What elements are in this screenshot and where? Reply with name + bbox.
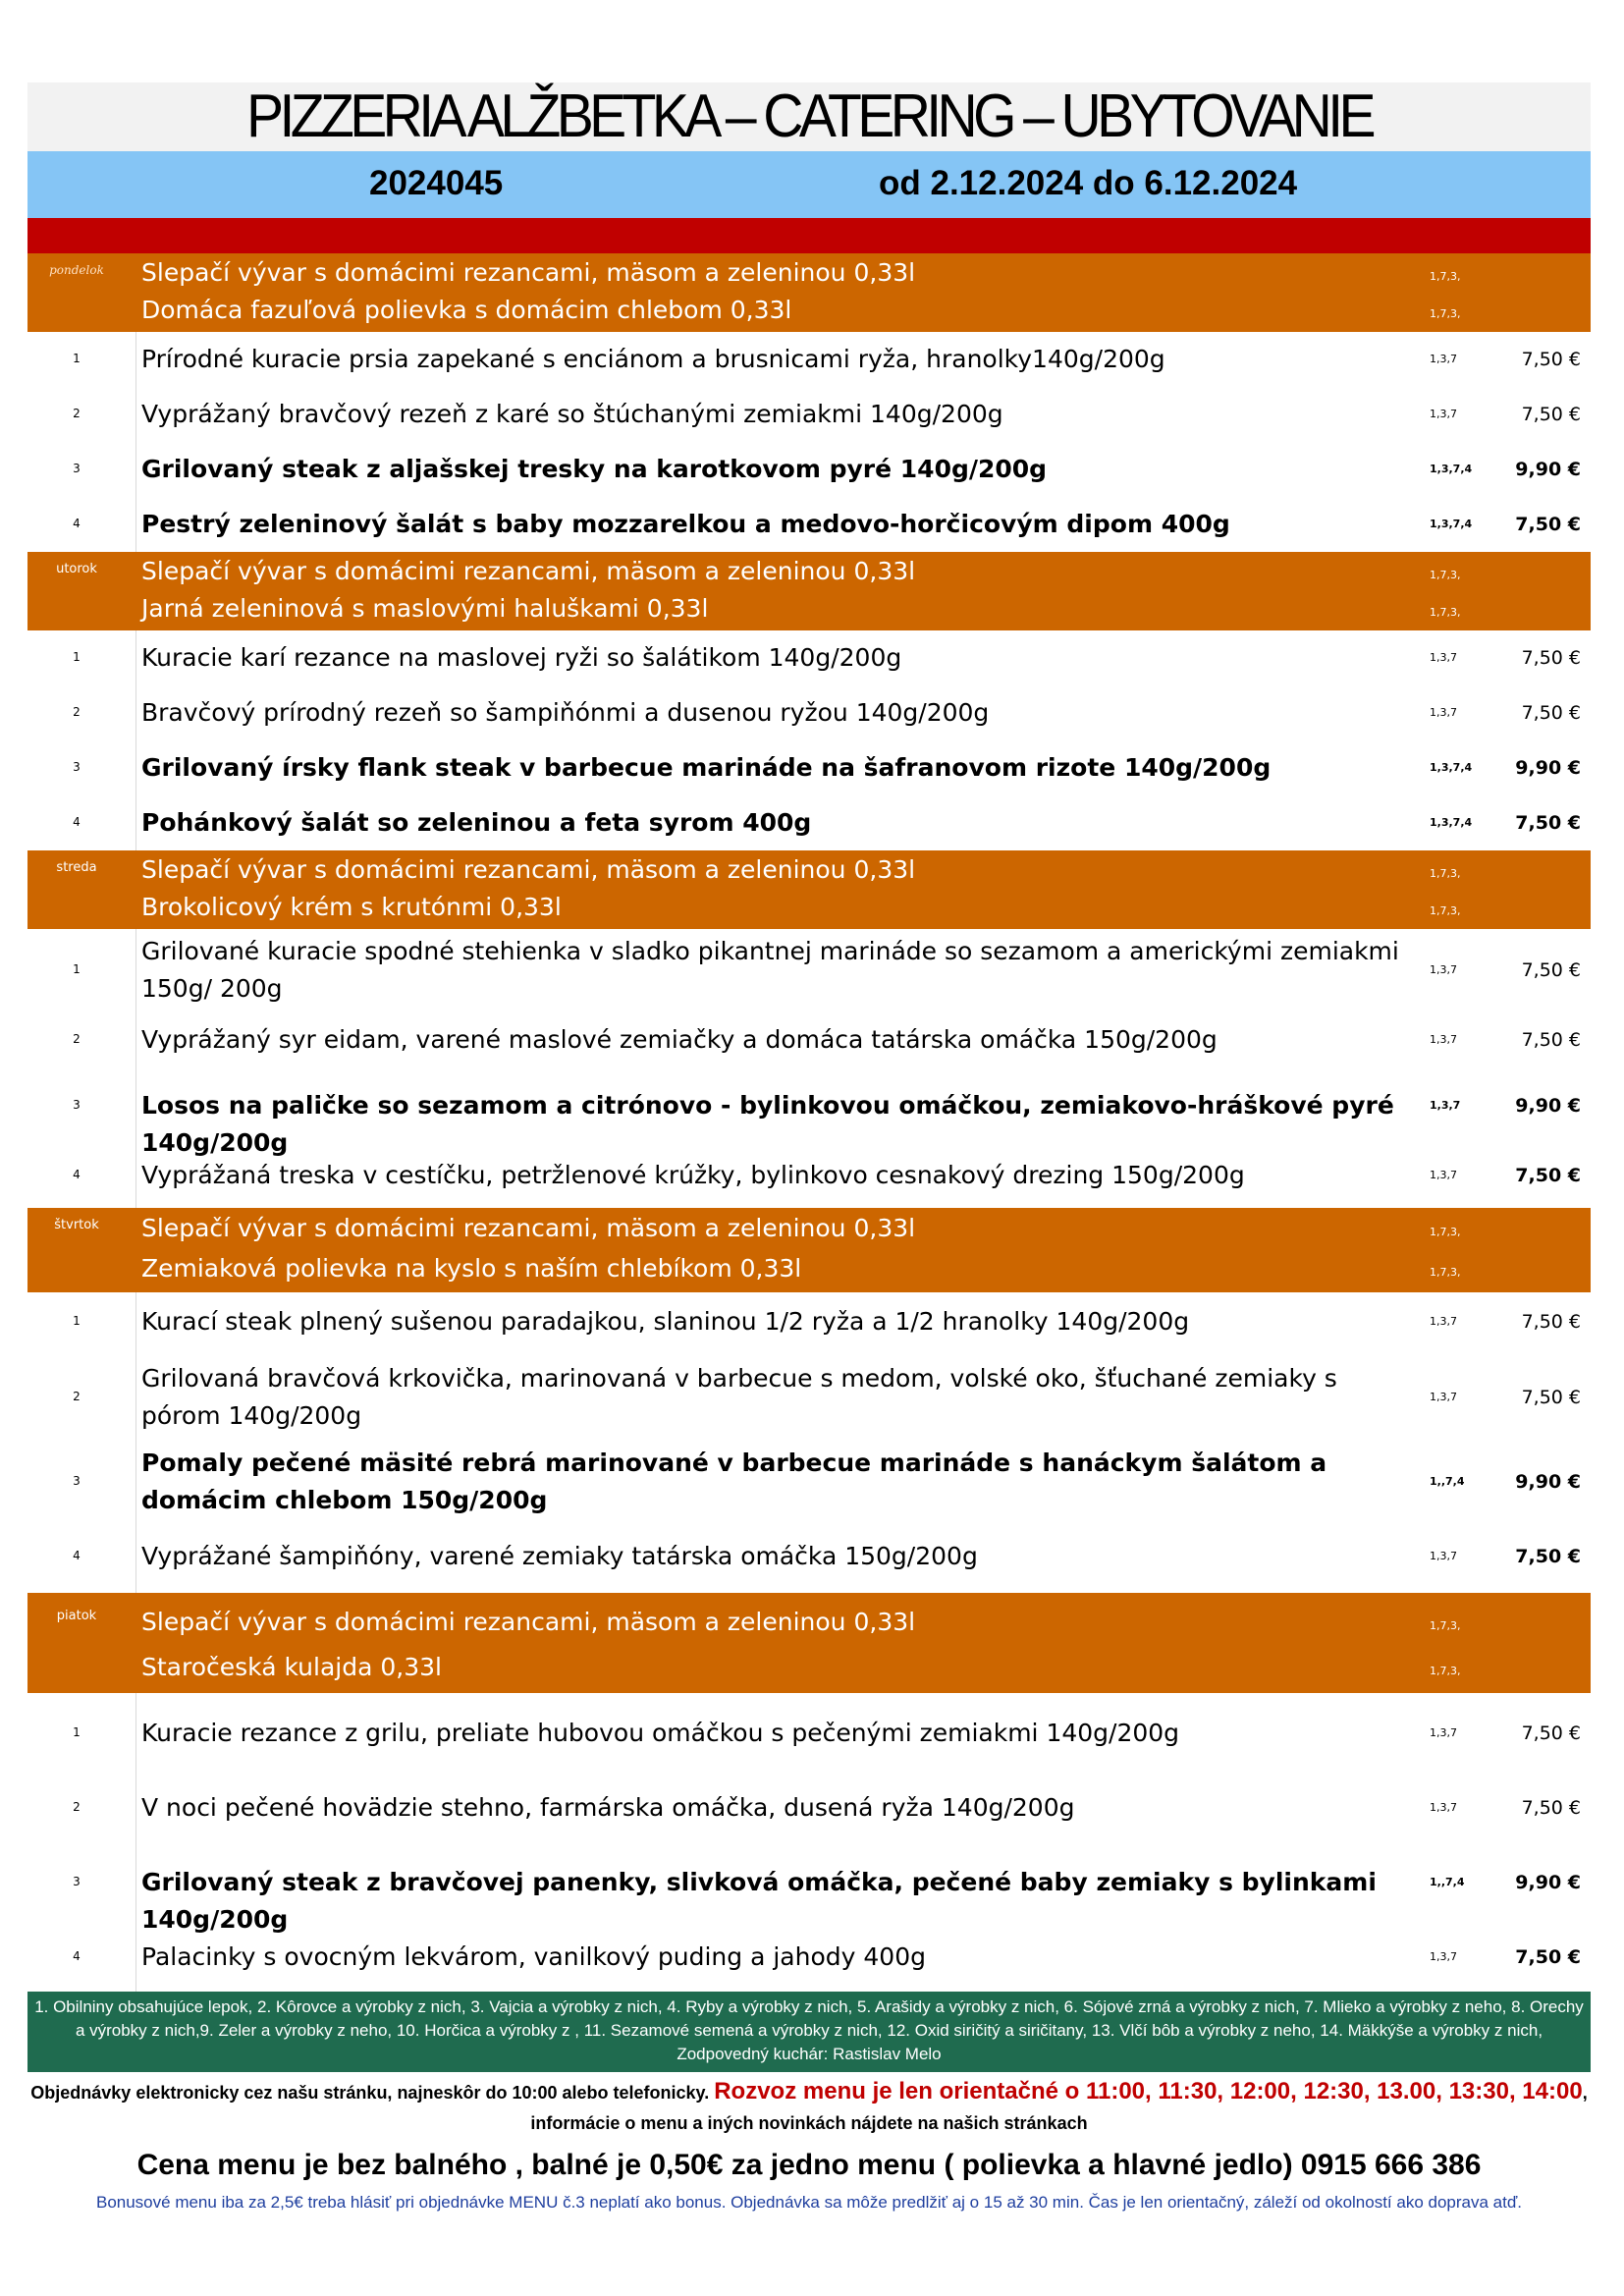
meal-number: 1 [73,962,81,976]
allergen-legend: 1. Obilniny obsahujúce lepok, 2. Kôrovce a výrobky z nich, 3. Vajcia a výrobky z nich, 4. Ryby a výrobky z nich, 5. Arašidy a výrobky z nich, 6. Sójové zrná a výrobky z nich, 7. Mlieko a výrobky z neho, 8. Orechy a výrobky z nich,9. Zeler a výrobky z neho, 10. Horčica a výrobky z , 11. Sezamové semená a výrobky z nich, 12. Oxid siričitý a siričitany, 13. Vlčí bôb a výrobky z neho, 14. Mäkkýše a výrobky z nich, Zodpovedný kuchár: Rastislav Melo [27,1992,1591,2072]
meal-price: 9,90 € [1515,757,1581,779]
meal-allergens: 1,3,7 [1430,651,1457,664]
meal-price: 7,50 € [1515,1546,1581,1567]
soup-block [27,1593,1591,1693]
soup-block [27,1208,1591,1292]
meal-price: 9,90 € [1515,1095,1581,1117]
meal-number: 3 [73,1875,81,1888]
day-label: pondelok [49,263,104,277]
soup-item [27,890,1591,927]
date-range: od 2.12.2024 do 6.12.2024 [879,164,1298,202]
meal-price: 7,50 € [1521,1311,1581,1333]
meal-number: 1 [73,352,81,365]
meal-name: V noci pečené hovädzie stehno, farmárska omáčka, dusená ryža 140g/200g [141,1793,1075,1822]
meal-name: Kuracie rezance z grilu, preliate hubovou omáčkou s pečenými zemiakmi 140g/200g [141,1719,1180,1747]
meal-price: 7,50 € [1521,349,1581,370]
meal-price: 7,50 € [1521,1797,1581,1819]
meal-item [27,442,1591,497]
soup-item [27,1210,1591,1249]
meal-name: Palacinky s ovocným lekvárom, vanilkový puding a jahody 400g [141,1942,926,1971]
meal-allergens: 1,3,7 [1430,1315,1457,1328]
bonus-note: Bonusové menu iba za 2,5€ treba hlásiť pri objednávke MENU č.3 neplatí ako bonus. Objednávka sa môže predlžiť aj o 15 až 30 min. Čas je len orientačný, záleží od okolností ako doprava atď. [95,2193,1523,2212]
meal-name: Pomaly pečené mäsité rebrá marinované v barbecue marináde s hanáckym šalátom a domácim chlebom 150g/200g [141,1449,1327,1514]
meal-item [27,387,1591,442]
meal-item [27,1444,1591,1520]
soup-name: Slepačí vývar s domácimi rezancami, mäsom a zeleninou 0,33l [141,557,916,585]
meal-number: 4 [73,815,81,829]
meal-price: 7,50 € [1515,514,1581,535]
meal-price: 7,50 € [1515,1165,1581,1186]
meal-number: 1 [73,1314,81,1328]
meal-name: Vyprážaný syr eidam, varené maslové zemiačky a domáca tatárska omáčka 150g/200g [141,1025,1218,1054]
red-divider [27,218,1591,253]
meal-price: 7,50 € [1521,1387,1581,1408]
meal-item [27,332,1591,387]
soup-name: Staročeská kulajda 0,33l [141,1653,442,1681]
page-title: PIZZERIA ALŽBETKA – CATERING – UBYTOVANIE [90,82,1529,151]
meal-number: 2 [73,705,81,719]
soup-name: Slepačí vývar s domácimi rezancami, mäsom a zeleninou 0,33l [141,1214,916,1242]
meal-number: 1 [73,650,81,664]
meal-allergens: 1,3,7 [1430,706,1457,719]
meal-name: Losos na paličke so sezamom a citrónovo - bylinkovou omáčkou, zemiakovo-hráškové pyré 140g/200g [141,1091,1394,1157]
day-label: štvrtok [54,1218,99,1232]
soup-item [27,591,1591,629]
meal-allergens: 1,,7,4 [1430,1475,1465,1488]
meal-price: 7,50 € [1521,702,1581,724]
soup-item [27,1646,1591,1691]
soup-name: Jarná zeleninová s maslovými haluškami 0,33l [141,594,709,623]
soup-allergens: 1,7,3, [1430,307,1461,320]
meal-item [27,1068,1591,1157]
soup-item [27,255,1591,293]
meal-allergens: 1,3,7 [1430,1801,1457,1814]
soup-name: Brokolicový krém s krutónmi 0,33l [141,893,562,921]
meal-price: 9,90 € [1515,1872,1581,1893]
soup-name: Zemiaková polievka na kyslo s naším chlebíkom 0,33l [141,1254,802,1283]
day-label: streda [56,860,97,875]
meal-name: Kuracie karí rezance na maslovej ryži so šalátikom 140g/200g [141,643,902,672]
meal-item [27,497,1591,552]
soup-block [27,850,1591,929]
week-code: 2024045 [369,164,504,202]
soup-allergens: 1,7,3, [1430,569,1461,581]
price-note: Cena menu je bez balného , balné je 0,50€ za jedno menu ( polievka a hlavné jedlo) 0915 666 386 [136,2149,1482,2181]
soup-allergens: 1,7,3, [1430,1665,1461,1677]
meal-item [27,795,1591,850]
title-band [27,82,1591,151]
meal-name: Grilovaný steak z bravčovej panenky, slivková omáčka, pečené baby zemiaky s bylinkami 140g/200g [141,1868,1377,1934]
meal-number: 2 [73,407,81,420]
soup-name: Slepačí vývar s domácimi rezancami, mäsom a zeleninou 0,33l [141,1608,916,1636]
meal-number: 1 [73,1725,81,1739]
meal-allergens: 1,3,7 [1430,1950,1457,1963]
delivery-times: Rozvoz menu je len orientačné o 11:00, 11:30, 12:00, 12:30, 13.00, 13:30, 14:00 [714,2078,1583,2105]
meal-item [27,1292,1591,1351]
meal-number: 4 [73,1949,81,1963]
order-info [27,2076,1591,2139]
meal-name: Prírodné kuracie prsia zapekané s enciánom a brusnicami ryža, hranolky140g/200g [141,345,1165,373]
menu-days [27,253,1591,1992]
meal-allergens: 1,3,7,4 [1430,816,1473,829]
meal-allergens: 1,3,7 [1430,1033,1457,1046]
meal-item [27,685,1591,740]
meal-number: 3 [73,462,81,475]
meal-item [27,1520,1591,1593]
meal-allergens: 1,3,7 [1430,1169,1457,1181]
soup-allergens: 1,7,3, [1430,606,1461,619]
meal-name: Grilované kuracie spodné stehienka v sladko pikantnej marináde so sezamom a americkými zemiakmi 150g/ 200g [141,937,1399,1003]
meal-item [27,929,1591,1011]
soup-name: Domáca fazuľová polievka s domácim chlebom 0,33l [141,296,792,324]
soup-allergens: 1,7,3, [1430,1266,1461,1279]
soup-name: Slepačí vývar s domácimi rezancami, mäsom a zeleninou 0,33l [141,258,916,287]
meal-name: Pohánkový šalát so zeleninou a feta syrom 400g [141,808,812,837]
soup-item [27,1249,1591,1290]
meal-number: 3 [73,760,81,774]
meal-name: Grilovaný steak z aljašskej tresky na karotkovom pyré 140g/200g [141,455,1048,483]
order-text: Objednávky elektronicky cez našu stránku, najneskôr do 10:00 alebo telefonicky. [30,2083,715,2103]
day-label: piatok [56,1609,97,1623]
meal-item [27,1923,1591,1992]
soup-block [27,253,1591,332]
soup-item [27,1601,1591,1646]
meal-number: 2 [73,1800,81,1814]
soup-item [27,852,1591,890]
meal-number: 2 [73,1390,81,1403]
meal-price: 7,50 € [1515,1946,1581,1968]
meal-name: Kurací steak plnený sušenou paradajkou, slaninou 1/2 ryža a 1/2 hranolky 140g/200g [141,1307,1190,1336]
meal-item [27,1842,1591,1934]
meal-price: 7,50 € [1521,1722,1581,1744]
soup-allergens: 1,7,3, [1430,904,1461,917]
meal-price: 7,50 € [1521,959,1581,981]
meal-number: 4 [73,1549,81,1562]
menu-sheet [27,82,1591,2214]
meal-name: Grilovaný írsky flank steak v barbecue marináde na šafranovom rizote 140g/200g [141,753,1272,782]
meal-allergens: 1,3,7 [1430,1391,1457,1403]
meal-number: 2 [73,1032,81,1046]
soup-allergens: 1,7,3, [1430,270,1461,283]
meal-allergens: 1,3,7,4 [1430,463,1473,475]
week-band [27,151,1591,218]
soup-item [27,554,1591,591]
soup-allergens: 1,7,3, [1430,867,1461,880]
meal-price: 7,50 € [1521,1029,1581,1051]
day-label: utorok [56,562,97,576]
meal-price: 9,90 € [1515,1471,1581,1493]
meal-name: Vyprážaná treska v cestíčku, petržlenové krúžky, bylinkovo cesnakový drezing 150g/200g [141,1161,1245,1189]
meal-allergens: 1,3,7 [1430,408,1457,420]
soup-item [27,293,1591,330]
meal-number: 4 [73,1168,81,1181]
soup-name: Slepačí vývar s domácimi rezancami, mäsom a zeleninou 0,33l [141,855,916,884]
meal-number: 3 [73,1474,81,1488]
soup-allergens: 1,7,3, [1430,1226,1461,1238]
meal-allergens: 1,3,7,4 [1430,761,1473,774]
meal-name: Pestrý zeleninový šalát s baby mozzarelkou a medovo-horčicovým dipom 400g [141,510,1230,538]
meal-item [27,1011,1591,1068]
meal-allergens: 1,3,7 [1430,1726,1457,1739]
meal-price: 7,50 € [1521,404,1581,425]
meal-allergens: 1,3,7 [1430,1099,1461,1112]
meal-name: Vyprážaný bravčový rezeň z karé so štúchanými zemiakmi 140g/200g [141,400,1003,428]
meal-item [27,740,1591,795]
meal-allergens: 1,,7,4 [1430,1876,1465,1888]
meal-price: 7,50 € [1515,812,1581,834]
meal-allergens: 1,3,7 [1430,1550,1457,1562]
meal-name: Bravčový prírodný rezeň so šampiňónmi a dusenou ryžou 140g/200g [141,698,990,727]
meal-item [27,1143,1591,1208]
meal-allergens: 1,3,7,4 [1430,518,1473,530]
meal-item [27,1693,1591,1774]
order-text-end: , informácie o menu a iných novinkách nájdete na našich stránkach [530,2083,1588,2133]
meal-allergens: 1,3,7 [1430,963,1457,976]
meal-name: Grilovaná bravčová krkovička, marinovaná v barbecue s medom, volské oko, šťuchané zemiaky s pórom 140g/200g [141,1364,1337,1430]
meal-number: 3 [73,1098,81,1112]
meal-allergens: 1,3,7 [1430,353,1457,365]
meal-item [27,1351,1591,1444]
soup-allergens: 1,7,3, [1430,1619,1461,1632]
soup-block [27,552,1591,630]
meal-number: 4 [73,517,81,530]
meal-price: 7,50 € [1521,647,1581,669]
meal-item [27,1774,1591,1842]
meal-item [27,630,1591,685]
meal-price: 9,90 € [1515,459,1581,480]
meal-name: Vyprážané šampiňóny, varené zemiaky tatárska omáčka 150g/200g [141,1542,978,1570]
